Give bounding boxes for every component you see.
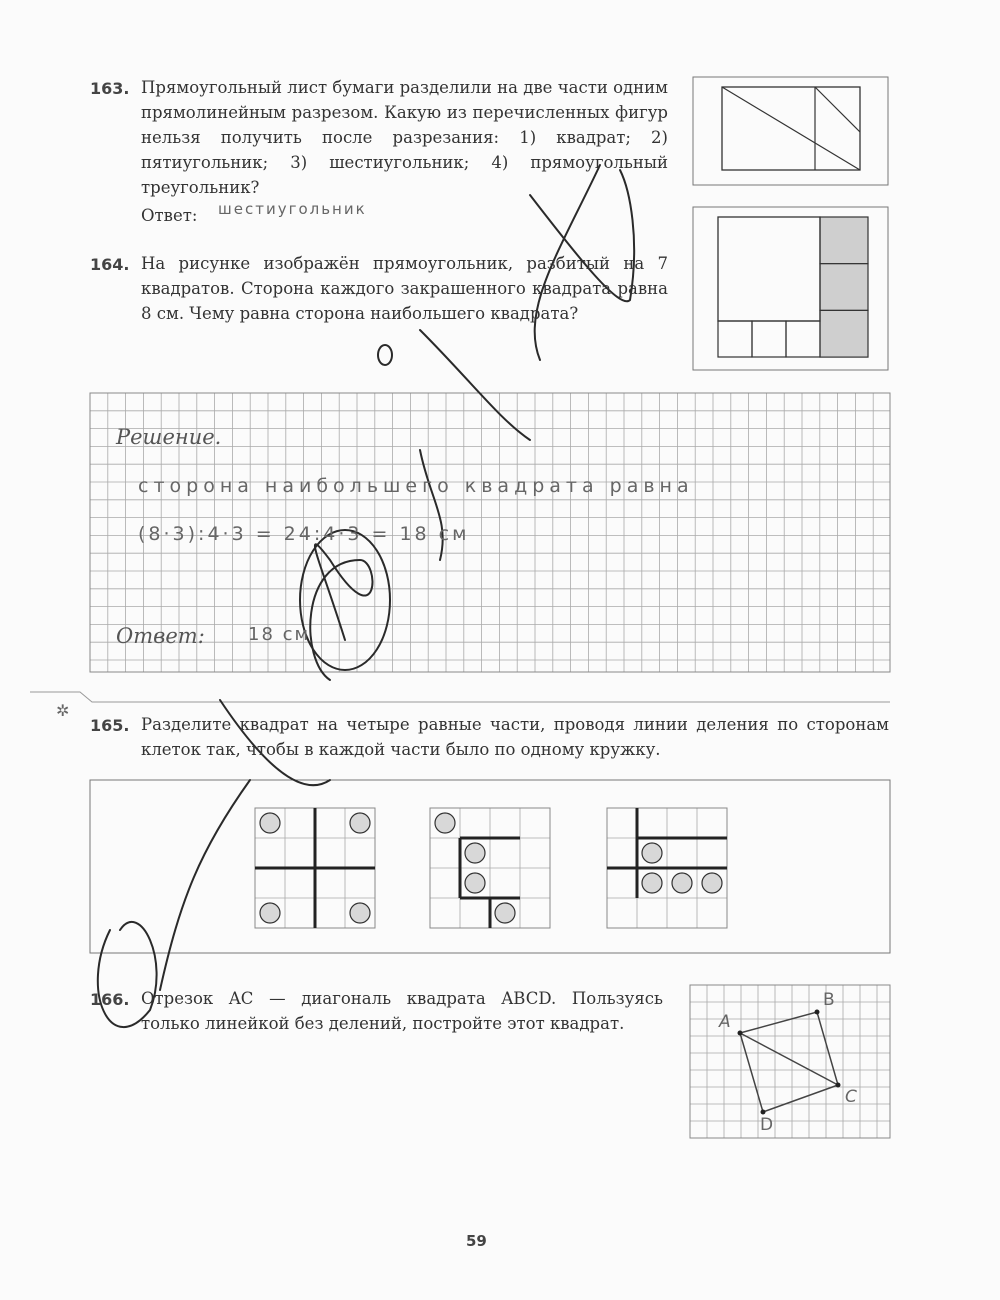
task-164-answer: 18 см <box>248 624 311 645</box>
circle-marker <box>260 903 280 923</box>
task-164-text: На рисунке изображён прямоугольник, разбитый на 7 квадратов. Сторона каждого закрашенного квадрата равна 8 см. Чему равна сторона наибольшего квадрата? <box>141 254 668 323</box>
task-166-text: Отрезок AC — диагональ квадрата ABCD. Пользуясь только линейкой без делений, постройте этот квадрат. <box>141 989 663 1033</box>
circle-marker <box>642 873 662 893</box>
circle-marker <box>642 843 662 863</box>
circle-marker <box>350 903 370 923</box>
point-d-label: D <box>760 1115 776 1135</box>
circle-marker <box>465 843 485 863</box>
pen-scribble <box>378 345 392 365</box>
star-icon: ✲ <box>56 701 70 720</box>
solution-line-2: (8·3):4·3 = 24:4·3 = 18 см <box>138 523 470 545</box>
pen-scribble <box>420 330 530 440</box>
circle-marker <box>435 813 455 833</box>
largest-square <box>718 217 820 321</box>
small-square <box>752 321 786 357</box>
point-a-label: A <box>719 1012 733 1032</box>
small-square <box>786 321 820 357</box>
task-166-number: 166. <box>90 990 130 1009</box>
circle-marker <box>495 903 515 923</box>
task-164-number: 164. <box>90 255 130 274</box>
circle-marker <box>702 873 722 893</box>
pen-scribble <box>160 780 250 990</box>
circle-marker <box>260 813 280 833</box>
shaded-square <box>820 217 868 264</box>
task-163-text: Прямоугольный лист бумаги разделили на две части одним прямолинейным разрезом. Какую из перечисленных фигур нельзя получить после разрезания: 1) квадрат; 2) пятиугольник; 3) шестиугольник; 4) прямоугольный треугольник? <box>141 78 668 197</box>
point <box>836 1083 841 1088</box>
figure-163-cut <box>815 87 860 132</box>
circle-marker <box>465 873 485 893</box>
solution-line-1: сторона наибольшего квадрата равна <box>138 475 694 497</box>
task-164-answer-label: Ответ: <box>116 624 205 648</box>
task-163-answer-label: Ответ: <box>141 206 198 225</box>
circle-marker <box>672 873 692 893</box>
circle-marker <box>350 813 370 833</box>
point <box>761 1110 766 1115</box>
point-b-label: B <box>823 990 837 1010</box>
page-number: 59 <box>466 1232 487 1250</box>
task-163-answer: шестиугольник <box>218 200 367 218</box>
solution-label: Решение. <box>116 425 222 449</box>
task-165-text: Разделите квадрат на четыре равные части, проводя линии деления по сторонам клеток так, чтобы в каждой части было по одному кружку. <box>141 715 889 759</box>
task-165-number: 165. <box>90 716 130 735</box>
square-abcd <box>740 1012 838 1112</box>
task-163-number: 163. <box>90 79 130 98</box>
small-square <box>718 321 752 357</box>
shaded-square <box>820 264 868 311</box>
point-c-label: C <box>845 1087 859 1107</box>
point <box>738 1031 743 1036</box>
divider-line <box>30 692 890 702</box>
diagonal-ac <box>740 1033 838 1085</box>
figure-163-cut <box>722 87 860 170</box>
shaded-square <box>820 310 868 357</box>
point <box>815 1010 820 1015</box>
